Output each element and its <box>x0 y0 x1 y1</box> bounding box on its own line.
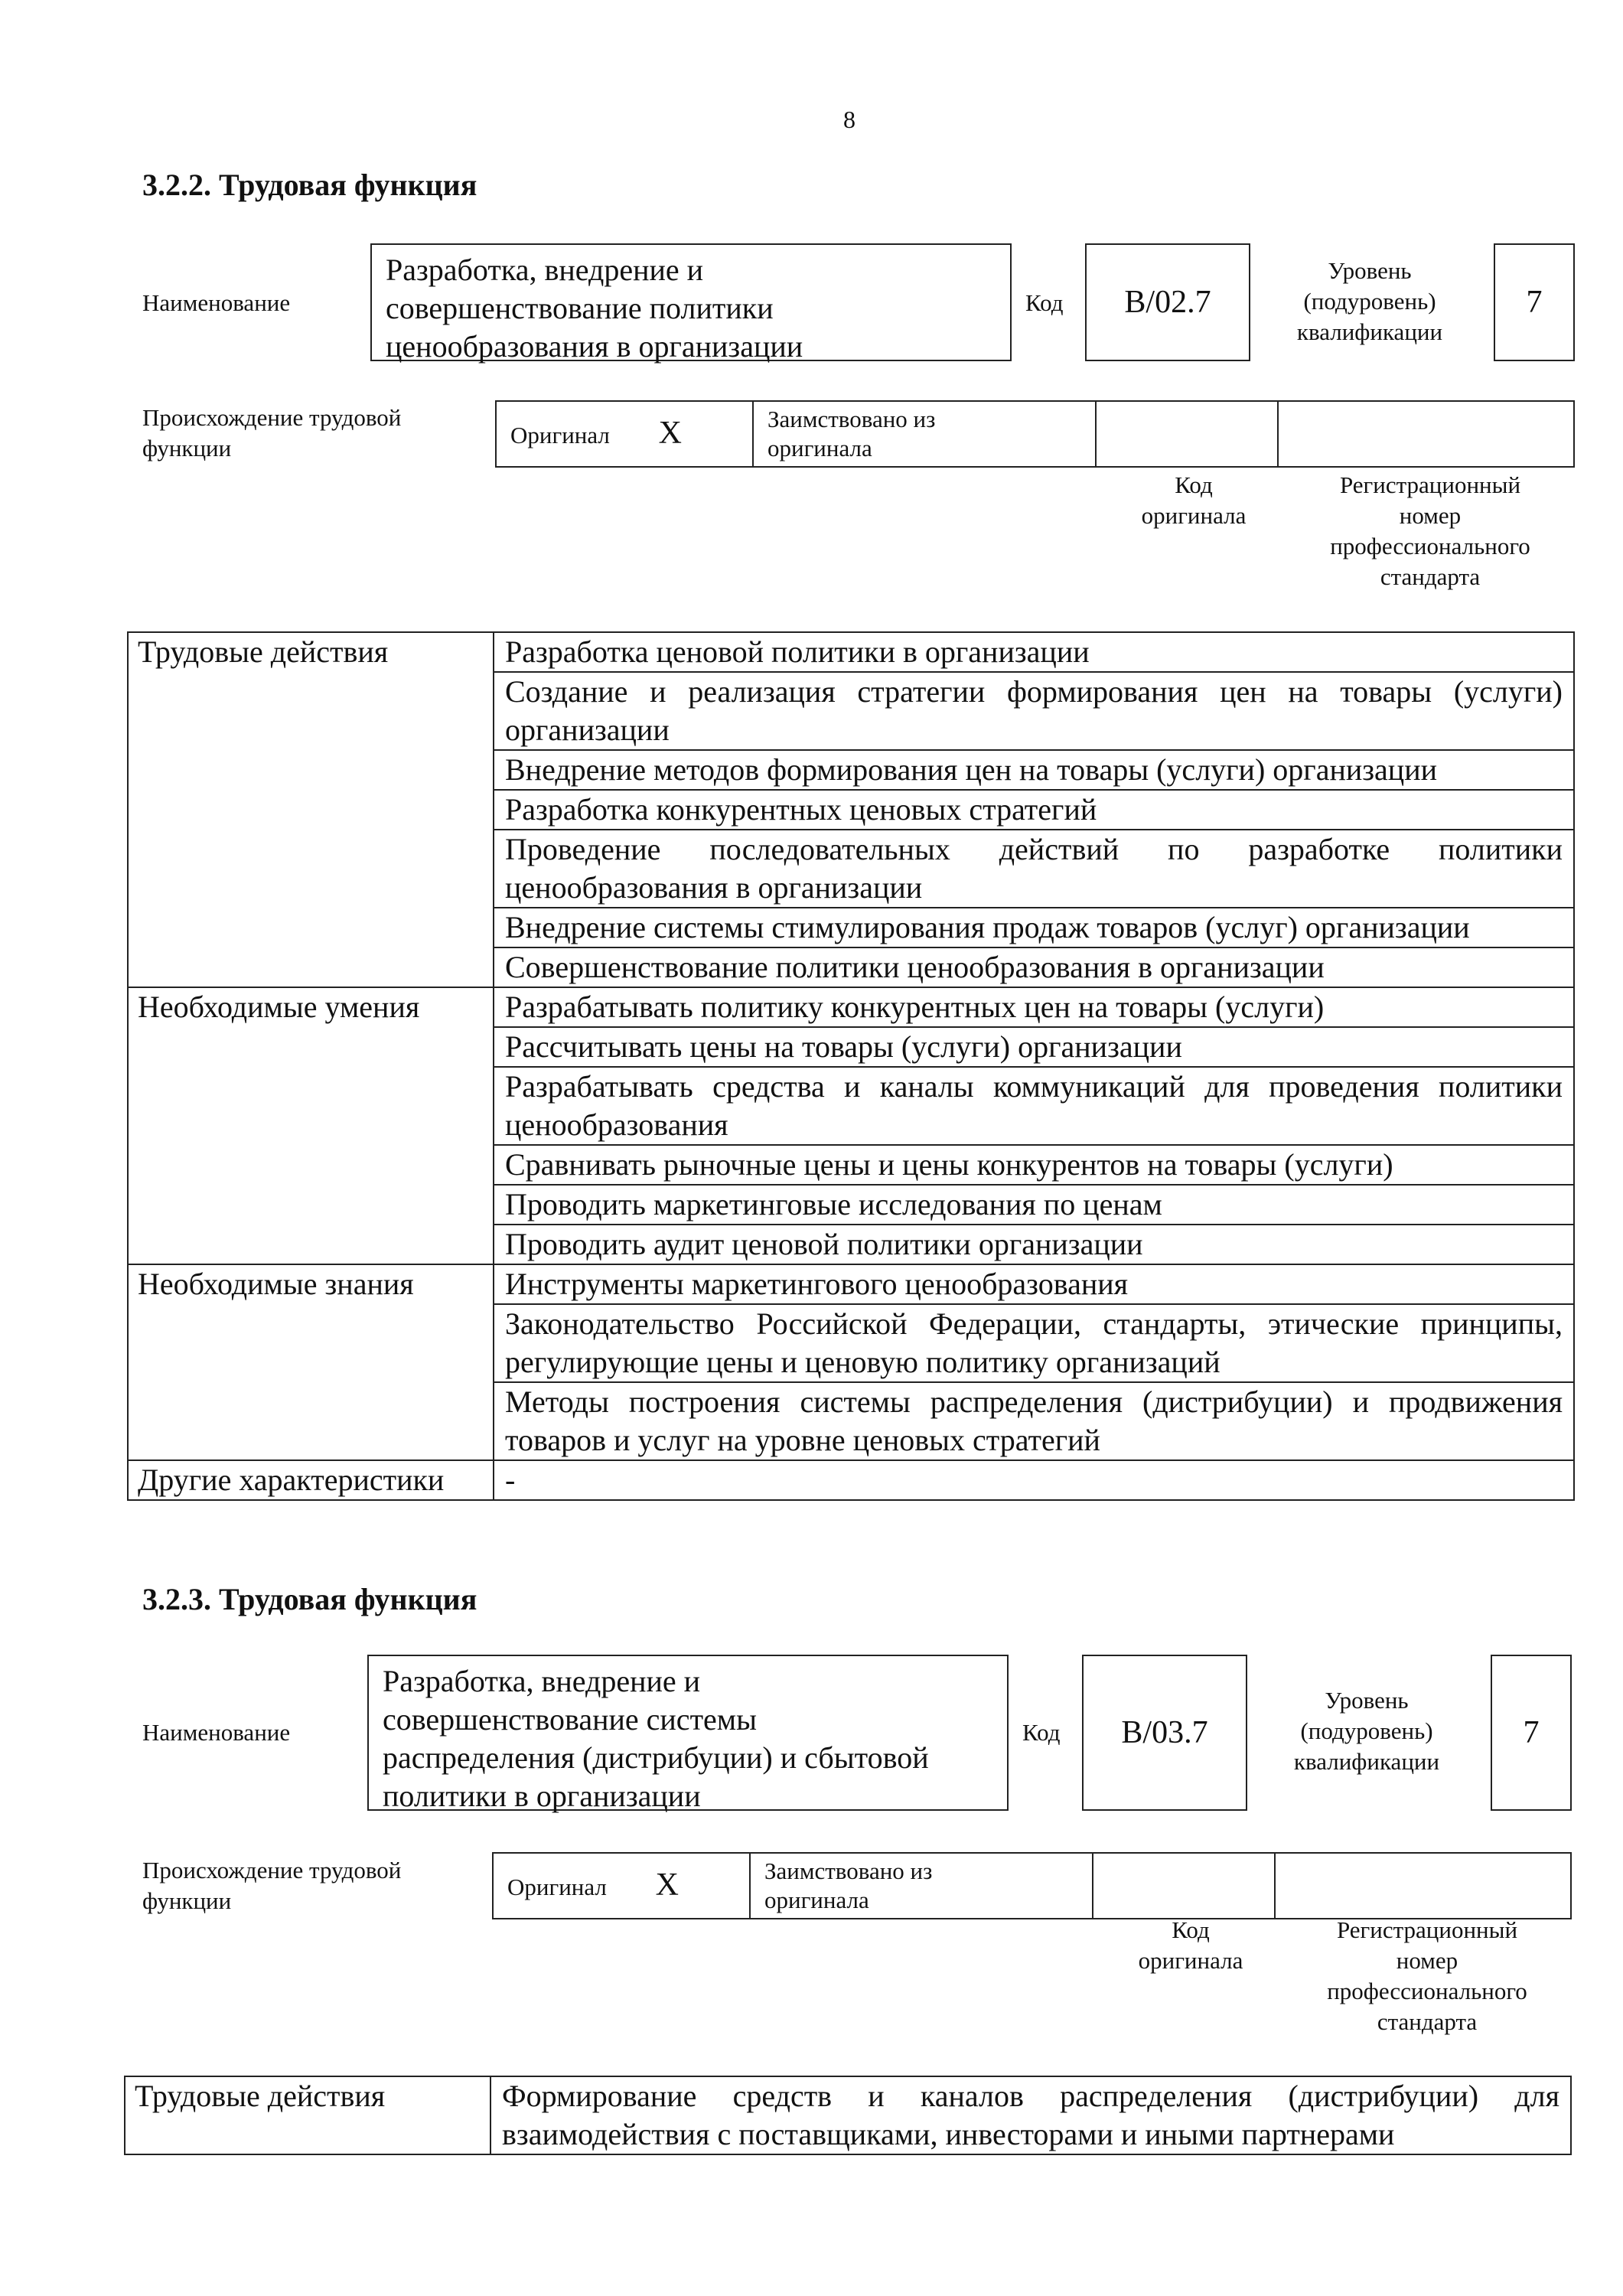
origin-original-cell <box>496 401 753 467</box>
origin-table <box>492 1852 1572 1919</box>
function-details-table <box>124 2076 1572 2155</box>
table-cell: Проведение последовательных действий по разработке политики ценообразования в организации <box>494 830 1574 908</box>
origin-borrowed-cell <box>750 1853 1093 1919</box>
function-name-box <box>370 243 1012 364</box>
function-name-box <box>367 1655 1009 1811</box>
registration-number-caption <box>1282 1915 1572 2037</box>
origin-label-line: функции <box>142 435 232 461</box>
caption-line: профессионального <box>1330 533 1530 559</box>
row-head: Трудовые действия <box>125 2076 490 2154</box>
origin-label <box>142 1855 401 1916</box>
origin-mark: X <box>655 1867 679 1903</box>
table-cell: Разработка конкурентных ценовых стратегий <box>494 790 1574 830</box>
row-head: Трудовые действия <box>128 632 494 987</box>
caption-line: Регистрационный <box>1336 1916 1518 1943</box>
level-label-line: Уровень <box>1328 257 1412 284</box>
table-cell: Формирование средств и каналов распределения (дистрибуции) для взаимодействия с поставщиками, инвесторами и иными партнерами <box>490 2076 1571 2154</box>
origin-original-cell <box>493 1853 750 1919</box>
code-label: Код <box>1022 1719 1061 1746</box>
function-name-line: совершенствование политики <box>386 291 774 325</box>
code-value: B/03.7 <box>1082 1655 1247 1811</box>
table-cell: Внедрение системы стимулирования продаж товаров (услуг) организации <box>494 908 1574 947</box>
table-row <box>125 2076 1571 2154</box>
caption-line: Регистрационный <box>1339 471 1521 498</box>
caption-line: номер <box>1396 1947 1458 1974</box>
table-cell: Внедрение методов формирования цен на товары (услуги) организации <box>494 750 1574 790</box>
origin-borrowed-line: Заимствовано из <box>764 1857 933 1884</box>
code-original-caption <box>1102 470 1286 531</box>
table-row <box>128 987 1574 1027</box>
caption-line: номер <box>1399 502 1462 529</box>
caption-line: Код <box>1172 1916 1210 1943</box>
qualification-level-label <box>1255 256 1484 347</box>
code-label: Код <box>1025 289 1064 316</box>
row-head: Необходимые умения <box>128 987 494 1264</box>
origin-code-cell <box>1096 401 1278 467</box>
origin-code-cell <box>1093 1853 1275 1919</box>
origin-borrowed-line: Заимствовано из <box>768 406 936 432</box>
code-original-caption <box>1099 1915 1282 1976</box>
level-label-line: квалификации <box>1296 318 1443 345</box>
origin-borrowed-line: оригинала <box>764 1887 869 1913</box>
table-cell: Сравнивать рыночные цены и цены конкурентов на товары (услуги) <box>494 1145 1574 1185</box>
table-cell: Проводить маркетинговые исследования по ценам <box>494 1185 1574 1225</box>
caption-line: оригинала <box>1138 1947 1243 1974</box>
caption-line: профессионального <box>1327 1978 1527 2004</box>
origin-original-label: Оригинал <box>510 421 610 448</box>
table-cell: Законодательство Российской Федерации, стандарты, этические принципы, регулирующие цены и ценовую политику организаций <box>494 1304 1574 1382</box>
caption-line: стандарта <box>1377 2008 1478 2035</box>
level-label-line: квалификации <box>1293 1748 1440 1775</box>
origin-table <box>495 400 1575 468</box>
table-cell: Проводить аудит ценовой политики организации <box>494 1225 1574 1264</box>
name-label: Наименование <box>142 1719 291 1746</box>
origin-label-line: Происхождение трудовой <box>142 404 402 431</box>
table-cell: Создание и реализация стратегии формирования цен на товары (услуги) организации <box>494 672 1574 750</box>
caption-line: Код <box>1175 471 1213 498</box>
table-cell: Разрабатывать политику конкурентных цен на товары (услуги) <box>494 987 1574 1027</box>
table-cell: - <box>494 1460 1574 1500</box>
level-label-line: (подуровень) <box>1303 288 1436 315</box>
origin-borrowed-line: оригинала <box>768 435 872 461</box>
row-head: Другие характеристики <box>128 1460 494 1500</box>
origin-regnum-cell <box>1275 1853 1571 1919</box>
name-label: Наименование <box>142 289 291 316</box>
qualification-level-label <box>1252 1685 1481 1777</box>
caption-line: стандарта <box>1380 563 1481 590</box>
table-row <box>128 1264 1574 1304</box>
level-label-line: (подуровень) <box>1300 1717 1433 1744</box>
function-name-line: распределения (дистрибуции) и сбытовой <box>383 1740 929 1775</box>
code-value: B/02.7 <box>1085 243 1250 361</box>
qualification-level-value: 7 <box>1491 1655 1572 1811</box>
origin-original-label: Оригинал <box>507 1873 607 1900</box>
origin-label <box>142 403 401 464</box>
function-details-table <box>127 631 1575 1501</box>
origin-label-line: Происхождение трудовой <box>142 1857 402 1883</box>
table-cell: Разработка ценовой политики в организации <box>494 632 1574 672</box>
registration-number-caption <box>1286 470 1575 592</box>
table-cell: Совершенствование политики ценообразования в организации <box>494 947 1574 987</box>
section-title: 3.2.2. Трудовая функция <box>142 168 477 202</box>
qualification-level-value: 7 <box>1494 243 1575 361</box>
origin-regnum-cell <box>1278 401 1574 467</box>
row-head: Необходимые знания <box>128 1264 494 1460</box>
table-cell: Инструменты маркетингового ценообразования <box>494 1264 1574 1304</box>
table-cell: Методы построения системы распределения (дистрибуции) и продвижения товаров и услуг на уровне ценовых стратегий <box>494 1382 1574 1460</box>
page-number: 8 <box>843 106 855 133</box>
origin-label-line: функции <box>142 1887 232 1914</box>
level-label-line: Уровень <box>1325 1687 1409 1714</box>
caption-line: оригинала <box>1141 502 1247 529</box>
origin-mark: X <box>658 415 682 451</box>
function-name-line: политики в организации <box>383 1779 701 1813</box>
function-name-line: Разработка, внедрение и <box>383 1664 701 1698</box>
table-row <box>128 632 1574 672</box>
table-cell: Разрабатывать средства и каналы коммуникаций для проведения политики ценообразования <box>494 1067 1574 1145</box>
function-name-line: Разработка, внедрение и <box>386 253 704 287</box>
section-title: 3.2.3. Трудовая функция <box>142 1582 477 1616</box>
function-name-line: совершенствование системы <box>383 1702 757 1737</box>
table-row <box>128 1460 1574 1500</box>
table-cell: Рассчитывать цены на товары (услуги) организации <box>494 1027 1574 1067</box>
origin-borrowed-cell <box>753 401 1096 467</box>
function-name-line: ценообразования в организации <box>386 329 803 364</box>
